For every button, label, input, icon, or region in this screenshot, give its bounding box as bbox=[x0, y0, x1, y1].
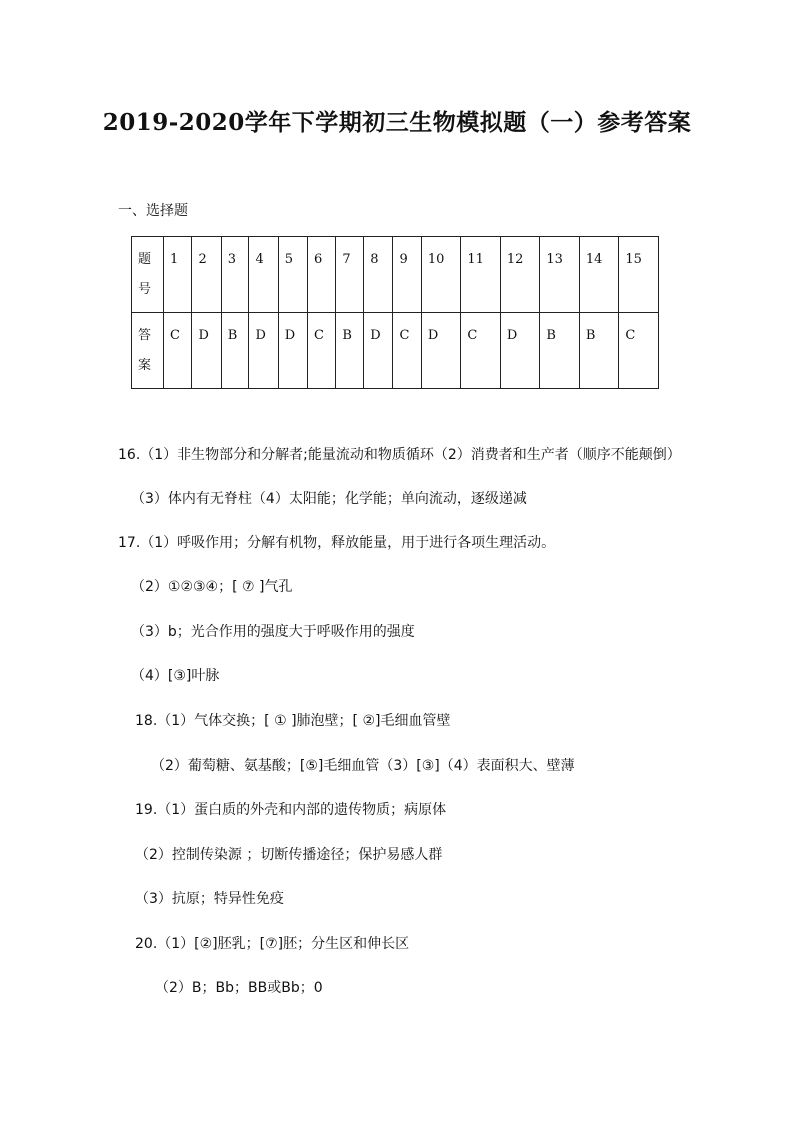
answer-cell: C bbox=[164, 313, 192, 389]
answer-cell: B bbox=[579, 313, 619, 389]
answer-line-20-1: 20.（1）[②]胚乳；[⑦]胚；分生区和伸长区 bbox=[135, 936, 410, 952]
answer-cell: B bbox=[221, 313, 249, 389]
answer-cell: C bbox=[461, 313, 501, 389]
page-title: 2019-2020学年下学期初三生物模拟题（一）参考答案 bbox=[102, 109, 692, 136]
answer-cell: D bbox=[192, 313, 221, 389]
answer-line-19-3: （3）抗原；特异性免疫 bbox=[135, 891, 284, 907]
answer-line-17-1: 17.（1）呼吸作用；分解有机物，释放能量，用于进行各项生理活动。 bbox=[118, 535, 556, 551]
answer-cell: B bbox=[336, 313, 364, 389]
question-number: 8 bbox=[364, 237, 393, 313]
question-number: 1 bbox=[164, 237, 192, 313]
row-header-answer: 答案 bbox=[132, 313, 164, 389]
answer-line-18-2: （2）葡萄糖、氨基酸；[⑤]毛细血管（3）[③]（4）表面积大、壁薄 bbox=[151, 758, 575, 774]
answer-cell: C bbox=[307, 313, 335, 389]
question-number: 11 bbox=[461, 237, 501, 313]
question-number: 4 bbox=[249, 237, 278, 313]
question-number: 12 bbox=[500, 237, 540, 313]
answer-cell: B bbox=[540, 313, 580, 389]
question-number: 14 bbox=[579, 237, 619, 313]
question-number: 10 bbox=[421, 237, 461, 313]
answer-cell: D bbox=[278, 313, 307, 389]
row-header-number: 题号 bbox=[132, 237, 164, 313]
answer-table bbox=[131, 236, 659, 389]
table-row-answers bbox=[132, 313, 659, 389]
question-number: 7 bbox=[336, 237, 364, 313]
answer-line-19-2: （2）控制传染源 ；切断传播途径；保护易感人群 bbox=[135, 847, 443, 863]
question-number: 2 bbox=[192, 237, 221, 313]
question-number: 15 bbox=[619, 237, 659, 313]
question-number: 3 bbox=[221, 237, 249, 313]
table-row-numbers bbox=[132, 237, 659, 313]
answer-cell: C bbox=[393, 313, 421, 389]
answer-line-20-2: （2）B；Bb；BB或Bb；0 bbox=[155, 980, 323, 996]
answer-line-18-1: 18.（1）气体交换；[ ① ]肺泡壁；[ ②]毛细血管壁 bbox=[135, 713, 451, 729]
answer-cell: D bbox=[249, 313, 278, 389]
answer-line-17-4: （4）[③]叶脉 bbox=[131, 668, 220, 684]
question-number: 9 bbox=[393, 237, 421, 313]
answer-line-17-2: （2）①②③④；[ ⑦ ]气孔 bbox=[131, 579, 293, 595]
answer-cell: C bbox=[619, 313, 659, 389]
answer-line-19-1: 19.（1）蛋白质的外壳和内部的遗传物质；病原体 bbox=[135, 802, 447, 818]
answer-cell: D bbox=[364, 313, 393, 389]
section-heading: 一、选择题 bbox=[118, 203, 188, 219]
answer-line-16-1: 16.（1）非生物部分和分解者;能量流动和物质循环（2）消费者和生产者（顺序不能颠倒） bbox=[118, 447, 681, 463]
question-number: 5 bbox=[278, 237, 307, 313]
answer-line-16-2: （3）体内有无脊柱（4）太阳能；化学能；单向流动，逐级递减 bbox=[131, 491, 527, 507]
question-number: 13 bbox=[540, 237, 580, 313]
question-number: 6 bbox=[307, 237, 335, 313]
answer-line-17-3: （3）b；光合作用的强度大于呼吸作用的强度 bbox=[131, 624, 415, 640]
answer-cell: D bbox=[421, 313, 461, 389]
answer-cell: D bbox=[500, 313, 540, 389]
